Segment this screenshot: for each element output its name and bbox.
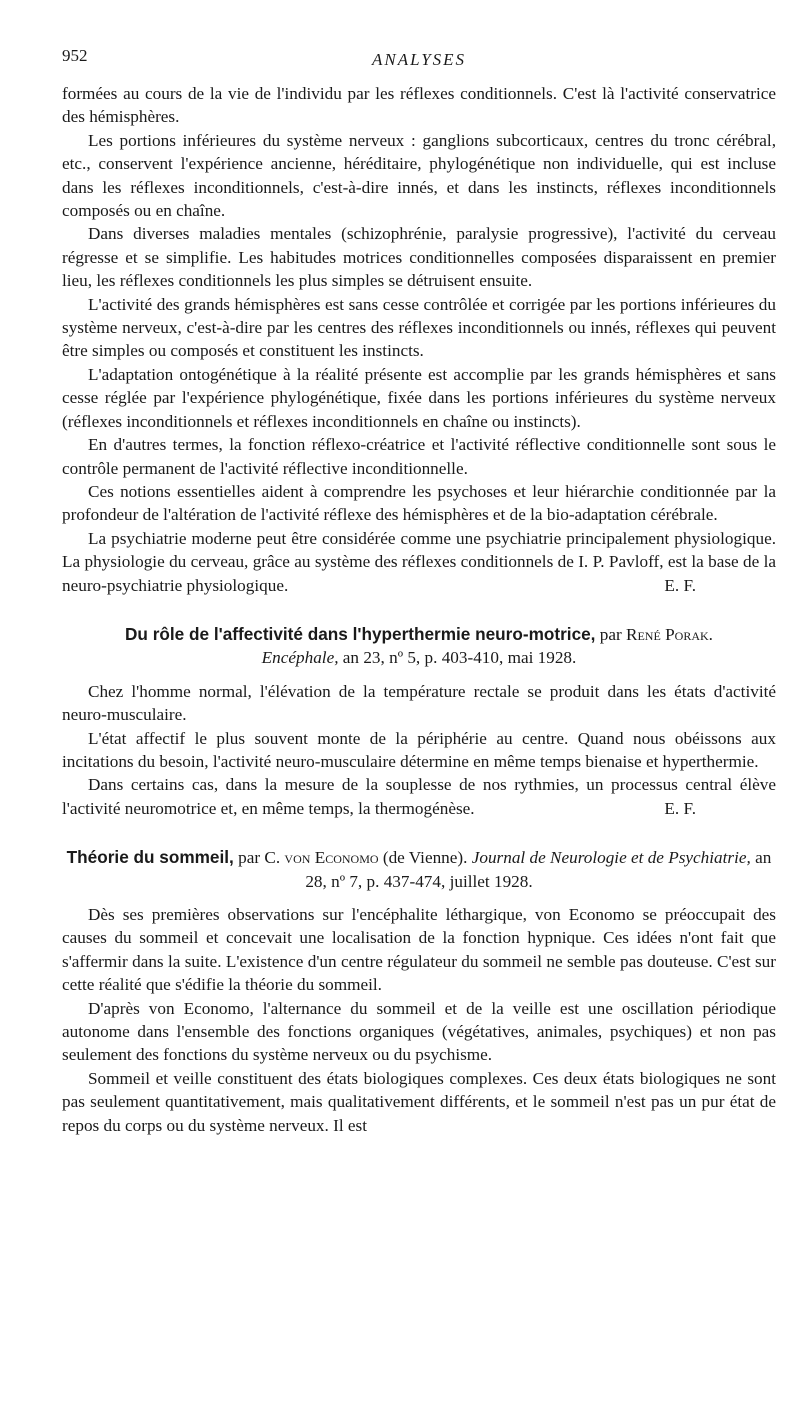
intro-paragraph: L'activité des grands hémisphères est sans cesse contrôlée et corrigée par les portions inférieures du système nerveux, c'est-à-dire par les centres des réflexes inconditionnels ou innés, réflexes qui peuvent être simples ou composés et constituent les instincts. (62, 294, 776, 361)
running-title: ANALYSES (371, 50, 467, 69)
page-number: 952 (62, 46, 88, 65)
article-affiliation: (de Vienne). (382, 848, 468, 868)
article-heading (62, 623, 776, 670)
article-journal: Journal de Neurologie et de Psychiatrie, (471, 848, 751, 868)
article-citation: an 23, nº 5, p. 403-410, mai 1928. (342, 648, 577, 668)
intro-paragraph: Dans diverses maladies mentales (schizophrénie, paralysie progressive), l'activité du cerveau régresse et se simplifie. Les habitudes motrices conditionnelles composées disparaissent en premier lieu, les réflexes conditionnels les plus simples se détruisent ensuite. (62, 224, 776, 291)
article-journal: Encéphale, (261, 648, 339, 668)
article-by: par (599, 624, 622, 644)
signature: E. F. (664, 575, 696, 595)
article-author: C. von Economo (264, 848, 379, 868)
article-heading (62, 846, 776, 893)
article-title: Du rôle de l'affectivité dans l'hyperthermie neuro-motrice, (125, 623, 596, 644)
article-paragraph: Dès ses premières observations sur l'encéphalite léthargique, von Economo se préoccupait des causes du sommeil et concevait une localisation de la fonction hypnique. Ces idées n'ont fait que s'affermir dans la suite. L'existence d'un centre régulateur du sommeil ne semble pas douteuse. C'est sur cette réalité que s'édifie la théorie du sommeil. (62, 905, 776, 995)
intro-paragraph: Ces notions essentielles aident à comprendre les psychoses et leur hiérarchie conditionnée par la profondeur de l'altération de l'activité réflexe des hémisphères et de la bio-adaptation cérébrale. (62, 481, 776, 525)
article-sommeil (62, 846, 776, 1137)
article-paragraph-text: Dans certains cas, dans la mesure de la souplesse de nos rythmies, un processus central élève l'activité neuromotrice et, en même temps, la thermogénèse. (62, 775, 776, 818)
article-paragraph: L'état affectif le plus souvent monte de la périphérie au centre. Quand nous obéissons aux incitations du besoin, l'activité neuro-musculaire détermine en même temps bienaise et hyperthermie. (62, 728, 776, 771)
article-paragraph: Chez l'homme normal, l'élévation de la température rectale se produit dans les états d'activité neuro-musculaire. (62, 681, 776, 725)
article-paragraph: D'après von Economo, l'alternance du sommeil et de la veille est une oscillation périodique autonome dans l'ensemble des fonctions organiques (végétatives, animales, psychiques) et non pas seulement des fonctions du système nerveux ou du psychisme. (62, 998, 776, 1065)
intro-paragraph: L'adaptation ontogénétique à la réalité présente est accomplie par les grands hémisphères et sans cesse réglée par l'expérience phylogénétique, fixée dans les portions inférieures du système nerveux (réflexes inconditionnels et réflexes inconditionnels en chaîne ou instincts). (62, 364, 776, 431)
article-reference (62, 646, 776, 669)
article-affectivite (62, 623, 776, 820)
intro-paragraph: formées au cours de la vie de l'individu par les réflexes conditionnels. C'est là l'activité conservatrice des hémisphères. (62, 84, 776, 127)
intro-paragraph-text: La psychiatrie moderne peut être considérée comme une psychiatrie principalement physiologique. La physiologie du cerveau, grâce au système des réflexes conditionnels de I. P. Pavloff, est la base de la neuro-psychiatrie physiologique. (62, 528, 776, 595)
article-title: Théorie du sommeil, (66, 847, 234, 868)
intro-paragraph: En d'autres termes, la fonction réflexo-créatrice et l'activité réflective conditionnelle sont sous le contrôle permanent de l'activité réflective inconditionnelle. (62, 435, 776, 478)
signature: E. F. (664, 798, 696, 818)
article-citation: an 28, nº 7, p. 437-474, juillet 1928. (305, 848, 772, 891)
article-author: René Porak. (626, 624, 713, 644)
running-header (62, 38, 776, 82)
intro-paragraph (62, 527, 776, 597)
article-paragraph: Sommeil et veille constituent des états biologiques complexes. Ces deux états biologiques ne sont pas seulement quantitativement, mais qualitativement différents, et le sommeil n'est pas un pur état de repos du corps ou du système nerveux. Il est (62, 1068, 776, 1135)
article-paragraph (62, 773, 776, 820)
article-by: par (238, 848, 261, 868)
intro-section (62, 82, 776, 597)
intro-paragraph: Les portions inférieures du système nerveux : ganglions subcorticaux, centres du tronc cérébral, etc., conservent l'expérience ancienne, héréditaire, phylogénétique non individuelle, qui est incluse dans les réflexes inconditionnels, c'est-à-dire innés, et dans les instincts, réflexes inconditionnels composés ou en chaîne. (62, 130, 776, 221)
